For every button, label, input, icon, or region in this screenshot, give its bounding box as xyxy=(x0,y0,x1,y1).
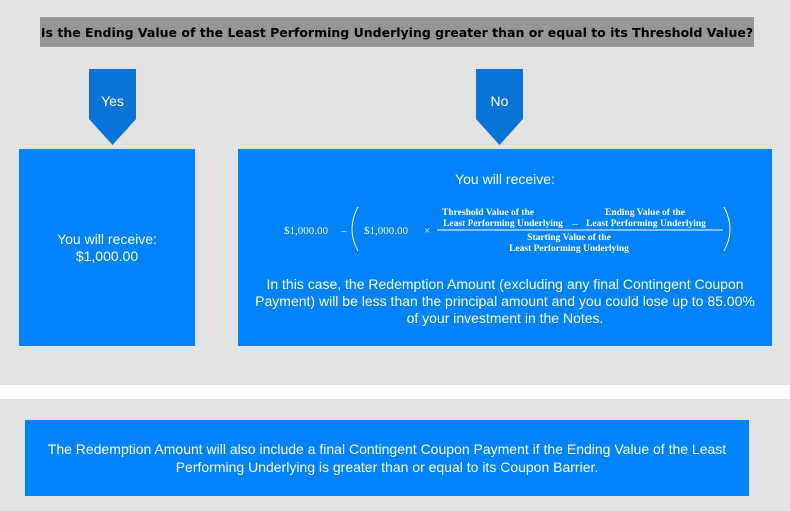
coupon-note-text: The Redemption Amount will also include a final Contingent Coupon Payment if the Ending Value of the Least Performing Underlying is greater than or equal to its Coupon Barrier. xyxy=(47,441,727,475)
formula-inner-minus: – xyxy=(572,218,578,230)
yes-receive-amount: $1,000.00 xyxy=(75,247,139,264)
starting-line1: Starting Value of the xyxy=(527,233,611,243)
no-arrow xyxy=(476,69,523,145)
yes-label: Yes xyxy=(101,93,124,109)
formula-inner-principal: $1,000.00 xyxy=(364,225,408,237)
formula-right-paren xyxy=(724,207,730,251)
ending-line1: Ending Value of the xyxy=(605,208,685,218)
threshold-line1: Threshold Value of the xyxy=(442,208,534,218)
starting-line2: Least Performing Underlying xyxy=(509,244,629,254)
no-receive-label: You will receive: xyxy=(455,171,555,187)
yes-receive-label: You will receive: xyxy=(57,230,157,247)
threshold-line2: Least Performing Underlying xyxy=(443,219,563,229)
redemption-formula xyxy=(238,201,772,257)
no-label: No xyxy=(490,93,509,109)
formula-left-paren xyxy=(352,207,358,251)
no-outcome-box xyxy=(238,149,772,346)
yes-outcome-box xyxy=(19,149,195,346)
formula-principal: $1,000.00 xyxy=(284,225,328,237)
formula-times: × xyxy=(424,225,431,237)
question-banner: Is the Ending Value of the Least Performing Underlying greater than or equal to its Threshold Value? xyxy=(40,17,754,47)
yes-arrow xyxy=(89,69,136,145)
ending-line2: Least Performing Underlying xyxy=(586,219,706,229)
loss-explanation: In this case, the Redemption Amount (excluding any final Contingent Coupon Payment) will be less than the principal amount and you could lose up to 85.00% of your investment in the Notes. xyxy=(255,276,755,326)
coupon-note-box xyxy=(25,420,749,496)
formula-minus: – xyxy=(341,225,347,237)
